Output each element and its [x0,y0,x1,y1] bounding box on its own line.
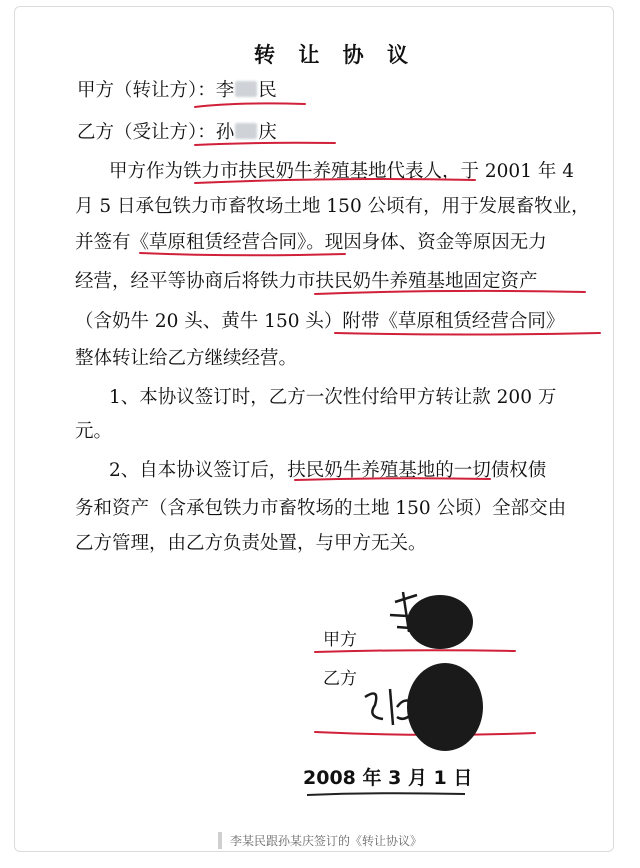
redaction-mark [235,81,257,97]
red-underline [195,103,305,107]
party-b-label: 乙方（受让方）： [77,122,216,143]
caption-area [0,830,640,849]
signature-party-b-label: 乙方 [323,669,357,689]
date-underline [307,793,465,795]
paragraph-line: 月 5 日承包铁力市畜牧场土地 150 公顷有，用于发展畜牧业， [75,196,590,217]
party-a-name-first: 李 [215,80,235,101]
paragraph-line: 甲方作为铁力市扶民奶牛养殖基地代表人，于 2001 年 4 [109,161,574,182]
red-underline [140,253,345,255]
article-image-frame [14,6,614,852]
paragraph-line: （含奶牛 20 头、黄牛 150 头）附带《草原租赁经营合同》 [75,311,565,332]
party-b-line [77,123,277,143]
clause-2-line: 2、自本协议签订后，扶民奶牛养殖基地的一切债权债 [109,460,547,481]
paragraph-line: 并签有《草原租赁经营合同》。现因身体、资金等原因无力 [75,232,547,253]
clause-2-line: 务和资产（含承包铁力市畜牧场的土地 150 公顷）全部交由 [75,498,567,519]
red-underline [195,143,335,145]
party-a-label: 甲方（转让方）： [77,80,216,101]
signing-date: 2008 年 3 月 1 日 [303,767,473,789]
redaction-mark [235,123,257,139]
party-b-signature-with-fingerprint [365,663,483,751]
document-title: 转 让 协 议 [254,42,416,67]
paragraph-line: 经营，经平等协商后将铁力市扶民奶牛养殖基地固定资产 [75,271,538,292]
clause-2-line: 乙方管理，由乙方负责处置，与甲方无关。 [75,533,427,554]
clause-1-line: 元。 [75,421,113,442]
party-a-line [77,81,277,101]
party-a-name-last: 民 [258,80,277,101]
signature-party-a-label: 甲方 [323,630,357,650]
clause-1-line: 1、本协议签订时，乙方一次性付给甲方转让款 200 万 [109,387,557,408]
party-b-name-first: 孙 [215,122,235,143]
party-a-signature-with-fingerprint [390,592,473,649]
party-b-name-last: 庆 [258,122,277,143]
paragraph-line: 整体转让给乙方继续经营。 [75,348,298,369]
fingerprint-mark [407,595,473,649]
red-underline [315,732,535,735]
signature-stroke [365,689,417,725]
image-caption: 李某民跟孙某庆签订的《转让协议》 [218,832,422,849]
red-underline [315,650,515,652]
fingerprint-mark [407,663,483,751]
signature-stroke [390,592,425,632]
agreement-document [45,17,625,829]
red-underline [335,333,600,335]
